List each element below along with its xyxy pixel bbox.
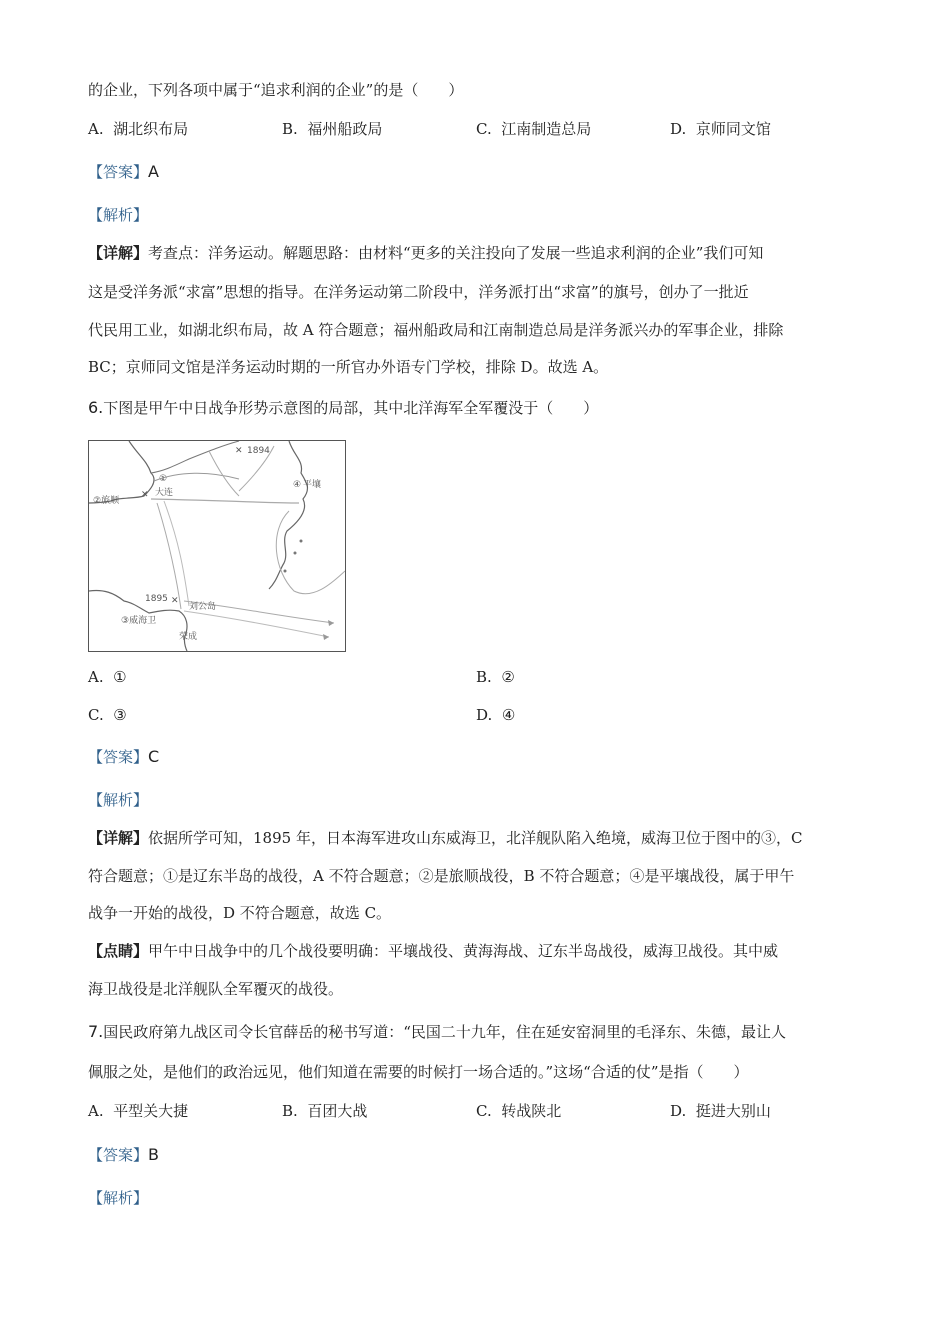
- q6-detail-line-2: 符合题意；①是辽东半岛的战役，A 不符合题意；②是旅顺战役，B 不符合题意；④是平壤战役，属于甲午: [88, 867, 795, 885]
- question-text: 下图是甲午中日战争形势示意图的局部，其中北洋海军全军覆没于（ ）: [103, 399, 599, 417]
- answer-value: C: [148, 747, 160, 766]
- q6-detail-line-3: 战争一开始的战役，D 不符合题意，故选 C。: [88, 904, 392, 922]
- q6-detail-line-1: [88, 828, 802, 848]
- option-text: 转战陕北: [501, 1102, 562, 1120]
- detail-text: 考查点：洋务运动。解题思路：由材料“更多的关注投向了发展一些追求利润的企业”我们可知: [148, 244, 764, 262]
- label-1895: 1895: [145, 594, 168, 604]
- route-line: [151, 499, 299, 503]
- arrow-head: [328, 620, 334, 626]
- q6-option-d[interactable]: [476, 705, 515, 725]
- q5-detail-line-1: [88, 243, 763, 263]
- option-text: 平型关大捷: [113, 1102, 189, 1120]
- detail-text: 依据所学可知，1895 年，日本海军进攻山东威海卫，北洋舰队陷入绝境，威海卫位于图中的③，C: [148, 829, 803, 847]
- option-text: 福州船政局: [307, 120, 383, 138]
- label-1: ①: [159, 474, 168, 484]
- q5-option-c[interactable]: [476, 119, 591, 139]
- label-1894: 1894: [247, 446, 270, 456]
- q5-detail-line-2: 这是受洋务派“求富”思想的指导。在洋务运动第二阶段中，洋务派打出“求富”的旗号，创办了一批近: [88, 283, 749, 301]
- q5-answer: [88, 162, 159, 182]
- option-letter: B.: [476, 668, 492, 686]
- q6-option-c[interactable]: [88, 705, 127, 725]
- route-line: [276, 511, 345, 594]
- map-drawing: [89, 441, 345, 651]
- answer-value: B: [148, 1145, 159, 1164]
- option-letter: D.: [670, 120, 687, 138]
- island: [284, 570, 287, 573]
- route-line: [184, 611, 329, 637]
- route-line: [164, 501, 189, 606]
- option-letter: C.: [476, 120, 492, 138]
- q7-analysis-label: 【解析】: [88, 1189, 149, 1207]
- q6-analysis-label: 【解析】: [88, 791, 149, 809]
- option-letter: A.: [88, 120, 104, 138]
- q6-tip-line-1: [88, 941, 778, 961]
- q7-option-c[interactable]: [476, 1101, 561, 1121]
- option-text: ④: [501, 706, 516, 724]
- label-pingrang: 平壤: [303, 480, 322, 490]
- q5-detail-line-4: BC；京师同文馆是洋务运动时期的一所官办外语专门学校，排除 D。故选 A。: [88, 358, 609, 376]
- q7-option-d[interactable]: [670, 1101, 771, 1121]
- option-text: 京师同文馆: [695, 120, 771, 138]
- option-letter: C.: [88, 706, 104, 724]
- question-number: 6.: [88, 398, 104, 417]
- q5-option-d[interactable]: [670, 119, 771, 139]
- tip-label: 【点睛】: [88, 942, 149, 960]
- q7-option-b[interactable]: [282, 1101, 367, 1121]
- label-4: ④: [293, 480, 302, 490]
- option-text: 湖北织布局: [113, 120, 189, 138]
- q5-analysis-label: 【解析】: [88, 206, 149, 224]
- question-text: 国民政府第九战区司令长官薛岳的秘书写道：“民国二十九年，住在延安窑洞里的毛泽东、朱德，最让人: [103, 1023, 786, 1041]
- option-text: ①: [113, 668, 127, 686]
- label-3-weihaiwei: ③威海卫: [121, 616, 157, 626]
- island: [300, 540, 303, 543]
- answer-label: 【答案】: [88, 163, 149, 181]
- q7-stem-line-1: [88, 1022, 786, 1042]
- option-letter: D.: [476, 706, 493, 724]
- q5-option-b[interactable]: [282, 119, 382, 139]
- arrow-head: [323, 634, 329, 640]
- answer-value: A: [148, 162, 159, 181]
- label-rongcheng: 荣成: [179, 632, 198, 642]
- tip-text: 甲午中日战争中的几个战役要明确：平壤战役、黄海海战、辽东半岛战役，威海卫战役。其中威: [148, 942, 779, 960]
- battle-cross: ✕: [171, 596, 179, 606]
- option-text: 挺进大别山: [695, 1102, 771, 1120]
- route-line: [209, 451, 239, 496]
- option-text: ②: [501, 668, 515, 686]
- label-dalian: 大连: [155, 488, 174, 498]
- detail-label: 【详解】: [88, 244, 149, 262]
- q7-answer: [88, 1145, 159, 1165]
- q6-tip-line-2: 海卫战役是北洋舰队全军覆灭的战役。: [88, 980, 344, 998]
- option-letter: C.: [476, 1102, 492, 1120]
- battle-cross: ✕: [141, 490, 149, 500]
- q5-stem: 的企业，下列各项中属于“追求利润的企业”的是（ ）: [88, 81, 464, 99]
- q5-detail-line-3: 代民用工业，如湖北织布局，故 A 符合题意；福州船政局和江南制造总局是洋务派兴办的军事企业，排除: [88, 321, 784, 339]
- q7-stem-line-2: 佩服之处，是他们的政治远见，他们知道在需要的时候打一场合适的。”这场“合适的仗”是指（ ）: [88, 1063, 749, 1081]
- option-letter: B.: [282, 120, 298, 138]
- q7-option-a[interactable]: [88, 1101, 188, 1121]
- sino-japanese-war-map: [88, 440, 346, 652]
- option-letter: B.: [282, 1102, 298, 1120]
- option-text: 江南制造总局: [501, 120, 592, 138]
- label-liugongdao: 刘公岛: [189, 602, 217, 612]
- detail-label: 【详解】: [88, 829, 149, 847]
- q6-answer: [88, 747, 159, 767]
- q6-option-b[interactable]: [476, 667, 515, 687]
- q5-option-a[interactable]: [88, 119, 188, 139]
- q6-option-a[interactable]: [88, 667, 127, 687]
- battle-cross: ✕: [235, 446, 243, 456]
- option-letter: A.: [88, 668, 104, 686]
- island: [294, 552, 297, 555]
- label-2-lushun: ②旅顺: [93, 496, 120, 506]
- option-letter: A.: [88, 1102, 104, 1120]
- option-letter: D.: [670, 1102, 687, 1120]
- north-coast: [151, 441, 239, 473]
- question-number: 7.: [88, 1022, 104, 1041]
- q6-stem: [88, 398, 598, 418]
- korea-coast: [269, 441, 307, 589]
- answer-label: 【答案】: [88, 748, 149, 766]
- answer-label: 【答案】: [88, 1146, 149, 1164]
- option-text: ③: [113, 706, 127, 724]
- option-text: 百团大战: [307, 1102, 368, 1120]
